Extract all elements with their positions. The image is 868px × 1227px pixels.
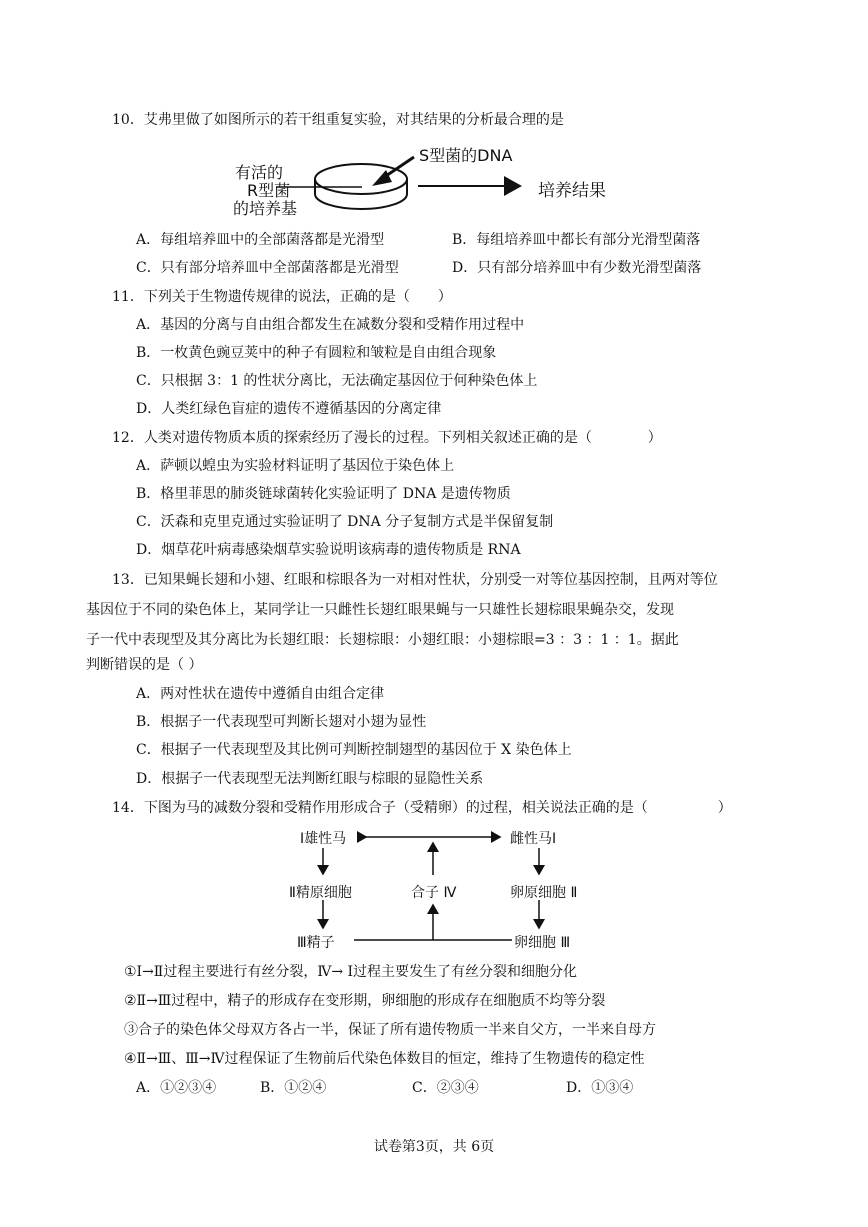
q12-option-c: C．沃森和克里克通过实验证明了 DNA 分子复制方式是半保留复制 <box>136 514 554 530</box>
q13-stem-line-2: 基因位于不同的染色体上，某同学让一只雌性长翅红眼果蝇与一只雄性长翅棕眼果蝇杂交，发现 <box>86 602 674 618</box>
q14-oogonium: 卵原细胞 Ⅱ <box>510 885 578 901</box>
q10-left-label-3: 的培养基 <box>233 199 298 218</box>
q14-female-horse: 雌性马Ⅰ <box>510 831 557 847</box>
q14-statement-3: ③合子的染色体父母双方各占一半，保证了所有遗传物质一半来自父方，一半来自母方 <box>124 1022 656 1038</box>
q11-option-b: B．一枚黄色豌豆荚中的种子有圆粒和皱粒是自由组合现象 <box>136 345 497 361</box>
q14-statement-2: ②Ⅱ→Ⅲ过程中，精子的形成存在变形期，卵细胞的形成存在细胞质不均等分裂 <box>124 993 606 1009</box>
q14-spermatogonium: Ⅱ精原细胞 <box>289 885 352 901</box>
q14-choice-d: D．①③④ <box>566 1080 634 1096</box>
q14-sperm: Ⅲ精子 <box>297 935 335 951</box>
q11-option-d: D．人类红绿色盲症的遗传不遵循基因的分离定律 <box>136 401 442 417</box>
q10-option-d: D．只有部分培养皿中有少数光滑型菌落 <box>452 260 702 276</box>
q14-male-horse: Ⅰ雄性马 <box>300 831 347 847</box>
q13-option-b: B．根据子一代表现型可判断长翅对小翅为显性 <box>136 714 427 730</box>
q12-stem: 12．人类对遗传物质本质的探索经历了漫长的过程。下列相关叙述正确的是（ ） <box>112 430 662 446</box>
q10-dna-label: S型菌的DNA <box>419 146 513 165</box>
q14-zygote: 合子 Ⅳ <box>411 885 457 901</box>
q10-option-a: A．每组培养皿中的全部菌落都是光滑型 <box>136 232 385 248</box>
q14-choice-b: B．①②④ <box>260 1080 327 1096</box>
q11-stem: 11．下列关于生物遗传规律的说法，正确的是（ ） <box>112 289 452 305</box>
q14-egg: 卵细胞 Ⅲ <box>514 935 571 951</box>
q10-option-b: B．每组培养皿中都长有部分光滑型菌落 <box>452 232 701 248</box>
q12-option-b: B．格里菲思的肺炎链球菌转化实验证明了 DNA 是遗传物质 <box>136 486 511 502</box>
q13-option-d: D．根据子一代表现型无法判断红眼与棕眼的显隐性关系 <box>136 771 484 787</box>
q12-option-d: D．烟草花叶病毒感染烟草实验说明该病毒的遗传物质是 RNA <box>136 542 521 558</box>
q13-stem-line-1: 13．已知果蝇长翅和小翅、红眼和棕眼各为一对相对性状，分别受一对等位基因控制，且两对等位 <box>112 572 718 588</box>
q14-stem: 14．下图为马的减数分裂和受精作用形成合子（受精卵）的过程，相关说法正确的是（ ） <box>112 800 732 816</box>
q11-option-c: C．只根据 3：1 的性状分离比，无法确定基因位于何种染色体上 <box>136 373 538 389</box>
q13-stem-line-4: 判断错误的是（ ） <box>86 657 203 673</box>
q11-option-a: A．基因的分离与自由组合都发生在减数分裂和受精作用过程中 <box>136 317 525 333</box>
q10-stem: 10．艾弗里做了如图所示的若干组重复实验，对其结果的分析最合理的是 <box>112 112 564 128</box>
q14-choice-a: A．①②③④ <box>136 1080 217 1096</box>
dna-dropper-arrow <box>372 157 414 186</box>
q12-option-a: A．萨顿以蝗虫为实验材料证明了基因位于染色体上 <box>136 458 455 474</box>
q14-statement-4: ④Ⅱ→Ⅲ、Ⅲ→Ⅳ过程保证了生物前后代染色体数目的恒定，维持了生物遗传的稳定性 <box>124 1051 645 1067</box>
q10-left-label-1: 有活的 <box>235 163 284 182</box>
q10-result-label: 培养结果 <box>538 181 606 201</box>
q14-choice-c: C．②③④ <box>412 1080 479 1096</box>
q10-option-c: C．只有部分培养皿中全部菌落都是光滑型 <box>136 260 399 276</box>
page-footer: 试卷第3页，共 6页 <box>373 1139 495 1155</box>
q13-stem-line-3: 子一代中表现型及其分离比为长翅红眼：长翅棕眼：小翅红眼：小翅棕眼=3 ：3 ：1 ：1。据此 <box>86 632 679 648</box>
q13-option-c: C．根据子一代表现型及其比例可判断控制翅型的基因位于 X 染色体上 <box>136 742 572 758</box>
q10-left-label-2: R型菌 <box>247 181 291 200</box>
q13-option-a: A．两对性状在遗传中遵循自由组合定律 <box>136 686 385 702</box>
q14-statement-1: ①Ⅰ→Ⅱ过程主要进行有丝分裂，Ⅳ→ Ⅰ过程主要发生了有丝分裂和细胞分化 <box>124 964 578 980</box>
